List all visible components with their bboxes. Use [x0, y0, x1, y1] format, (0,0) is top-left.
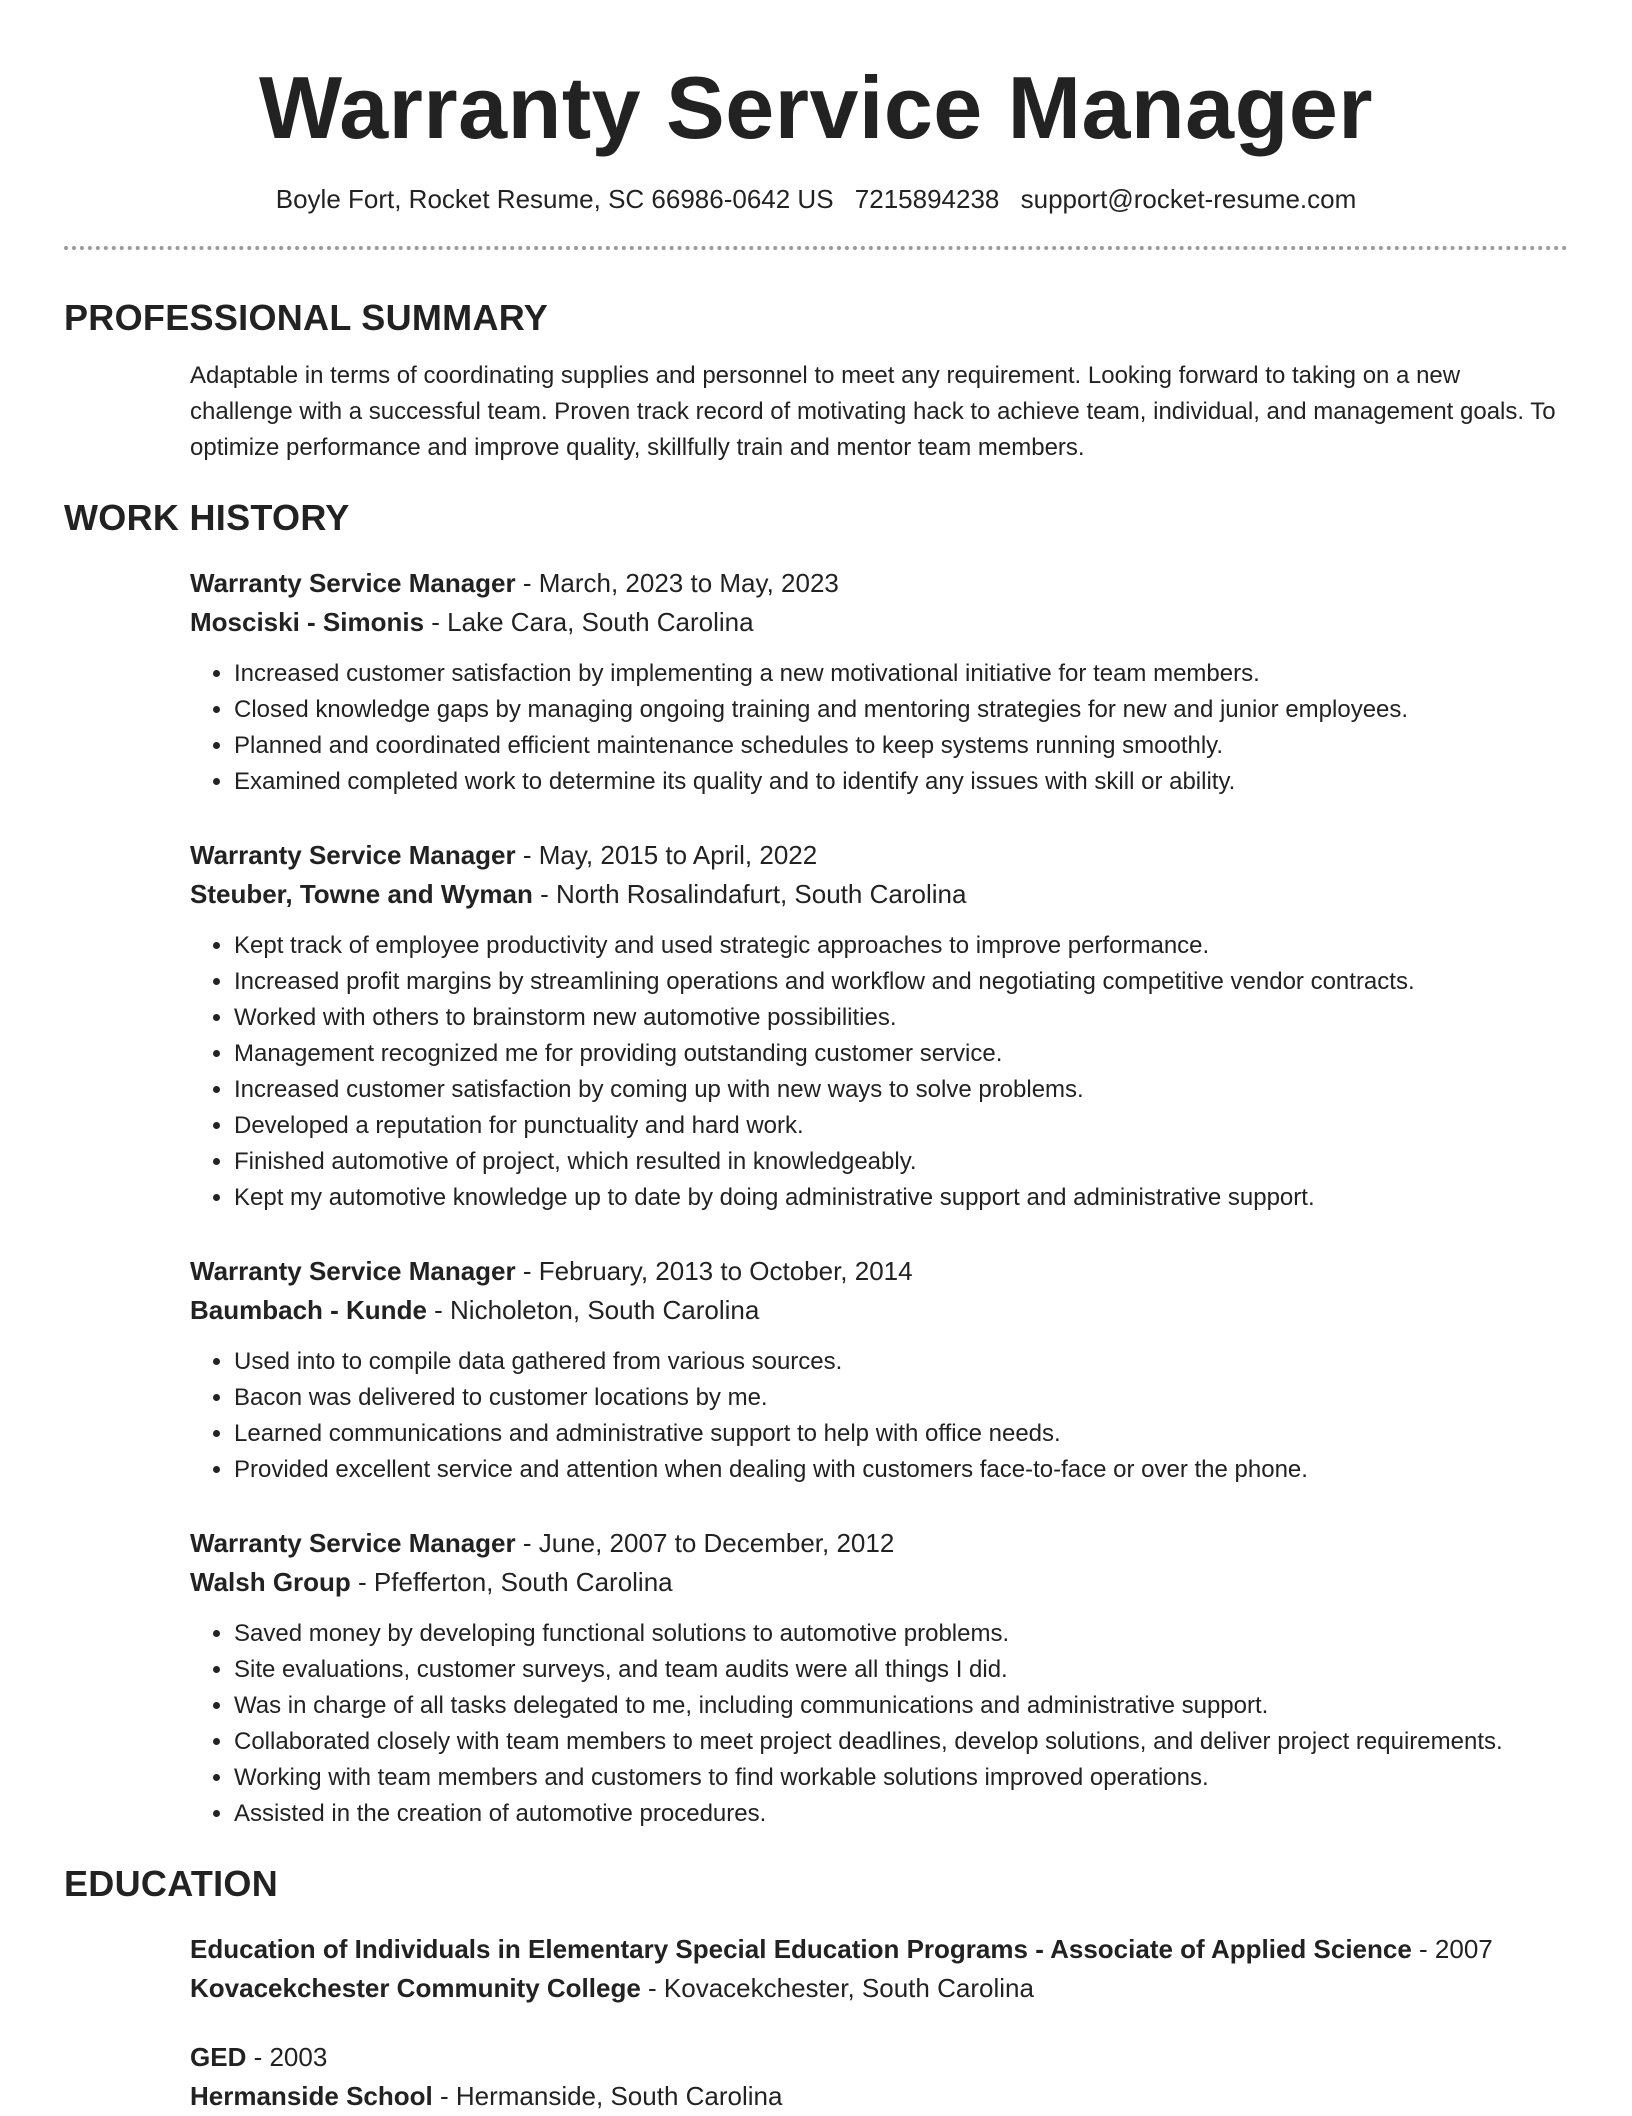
job-bullets: [190, 656, 1568, 800]
section-title-summary: PROFESSIONAL SUMMARY: [64, 297, 549, 338]
education-heading: [190, 2038, 1568, 2077]
job-bullet: • Management recognized me for providing outstanding customer service.: [234, 1036, 1568, 1072]
job-heading: [190, 1524, 1568, 1563]
education-location: - Hermanside, South Carolina: [432, 2081, 783, 2111]
education-location: - Kovacekchester, South Carolina: [640, 1973, 1034, 2003]
job-employer: [190, 603, 1568, 642]
job-company: Steuber, Towne and Wyman: [190, 879, 533, 909]
job-bullet: • Examined completed work to determine its quality and to identify any issues with skill or ability.: [234, 764, 1568, 800]
job-employer: [190, 1563, 1568, 1602]
job-dates: - June, 2007 to December, 2012: [515, 1528, 895, 1558]
contact-email: support@rocket-resume.com: [1020, 184, 1357, 214]
job-company: Walsh Group: [190, 1567, 351, 1597]
education-year: - 2003: [246, 2042, 328, 2072]
job-bullet: • Collaborated closely with team members to meet project deadlines, develop solutions, and deliver project requirements.: [234, 1724, 1568, 1760]
job-bullets: [190, 1616, 1568, 1832]
contact-address: Boyle Fort, Rocket Resume, SC 66986-0642 US: [275, 184, 834, 214]
job-entry: [190, 564, 1568, 800]
job-bullet: • Increased profit margins by streamlining operations and workflow and negotiating competitive vendor contracts.: [234, 964, 1568, 1000]
job-heading: [190, 1252, 1568, 1291]
job-company: Mosciski - Simonis: [190, 607, 425, 637]
education-entry: [190, 2038, 1568, 2116]
job-role: Warranty Service Manager: [190, 840, 516, 870]
job-bullet: • Increased customer satisfaction by coming up with new ways to solve problems.: [234, 1072, 1568, 1108]
job-entry: [190, 1524, 1568, 1832]
education-entry: [190, 1930, 1568, 2008]
job-bullet: • Finished automotive of project, which resulted in knowledgeably.: [234, 1144, 1568, 1180]
resume-name: Warranty Service Manager: [258, 58, 1374, 157]
job-location: - Pfefferton, South Carolina: [350, 1567, 673, 1597]
job-location: - Lake Cara, South Carolina: [424, 607, 754, 637]
work-history-list: [64, 564, 1568, 1832]
job-location: - Nicholeton, South Carolina: [426, 1295, 760, 1325]
job-role: Warranty Service Manager: [190, 1528, 516, 1558]
job-bullet: • Provided excellent service and attention when dealing with customers face-to-face or over the phone.: [234, 1452, 1568, 1488]
job-bullet: • Working with team members and customers to find workable solutions improved operations.: [234, 1760, 1568, 1796]
job-bullet: • Planned and coordinated efficient maintenance schedules to keep systems running smoothly.: [234, 728, 1568, 764]
section-title-work-history: WORK HISTORY: [64, 497, 350, 538]
education-institution: [190, 1969, 1568, 2008]
job-bullet: • Saved money by developing functional solutions to automotive problems.: [234, 1616, 1568, 1652]
job-bullets: [190, 928, 1568, 1216]
job-heading: [190, 836, 1568, 875]
job-dates: - May, 2015 to April, 2022: [515, 840, 818, 870]
education-school: Kovacekchester Community College: [190, 1973, 641, 2003]
job-entry: [190, 1252, 1568, 1488]
education-institution: [190, 2077, 1568, 2116]
job-bullet: • Kept track of employee productivity and used strategic approaches to improve performance.: [234, 928, 1568, 964]
job-dates: - February, 2013 to October, 2014: [515, 1256, 913, 1286]
job-heading: [190, 564, 1568, 603]
job-location: - North Rosalindafurt, South Carolina: [532, 879, 967, 909]
education-year: - 2007: [1411, 1934, 1493, 1964]
job-bullet: • Used into to compile data gathered from various sources.: [234, 1344, 1568, 1380]
job-bullet: • Assisted in the creation of automotive procedures.: [234, 1796, 1568, 1832]
contact-phone: 7215894238: [854, 184, 1000, 214]
job-entry: [190, 836, 1568, 1216]
job-bullet: • Developed a reputation for punctuality and hard work.: [234, 1108, 1568, 1144]
job-bullet: • Was in charge of all tasks delegated to me, including communications and administrative support.: [234, 1688, 1568, 1724]
job-bullet: • Site evaluations, customer surveys, and team audits were all things I did.: [234, 1652, 1568, 1688]
job-role: Warranty Service Manager: [190, 568, 516, 598]
job-bullet: • Learned communications and administrative support to help with office needs.: [234, 1416, 1568, 1452]
job-bullets: [190, 1344, 1568, 1488]
job-role: Warranty Service Manager: [190, 1256, 516, 1286]
job-employer: [190, 875, 1568, 914]
education-school: Hermanside School: [190, 2081, 433, 2111]
job-employer: [190, 1291, 1568, 1330]
job-bullet: • Kept my automotive knowledge up to date by doing administrative support and administrative support.: [234, 1180, 1568, 1216]
job-company: Baumbach - Kunde: [190, 1295, 427, 1325]
header-divider: [64, 246, 1568, 250]
job-bullet: • Bacon was delivered to customer locations by me.: [234, 1380, 1568, 1416]
education-heading: [190, 1930, 1568, 1969]
contact-line: [64, 182, 1568, 216]
education-list: [64, 1930, 1568, 2116]
job-dates: - March, 2023 to May, 2023: [515, 568, 839, 598]
section-title-education: EDUCATION: [64, 1863, 279, 1904]
job-bullet: • Worked with others to brainstorm new automotive possibilities.: [234, 1000, 1568, 1036]
education-degree: Education of Individuals in Elementary Special Education Programs - Associate of Applied Science: [190, 1934, 1412, 1964]
education-degree: GED: [190, 2042, 247, 2072]
job-bullet: • Increased customer satisfaction by implementing a new motivational initiative for team members.: [234, 656, 1568, 692]
job-bullet: • Closed knowledge gaps by managing ongoing training and mentoring strategies for new and junior employees.: [234, 692, 1568, 728]
summary-text: Adaptable in terms of coordinating supplies and personnel to meet any requirement. Looking forward to taking on a new challenge with a successful team. Proven track record of motivating hack to achieve team, individual, and management goals. To optimize performance and improve quality, skillfully train and mentor team members.: [190, 362, 1556, 461]
